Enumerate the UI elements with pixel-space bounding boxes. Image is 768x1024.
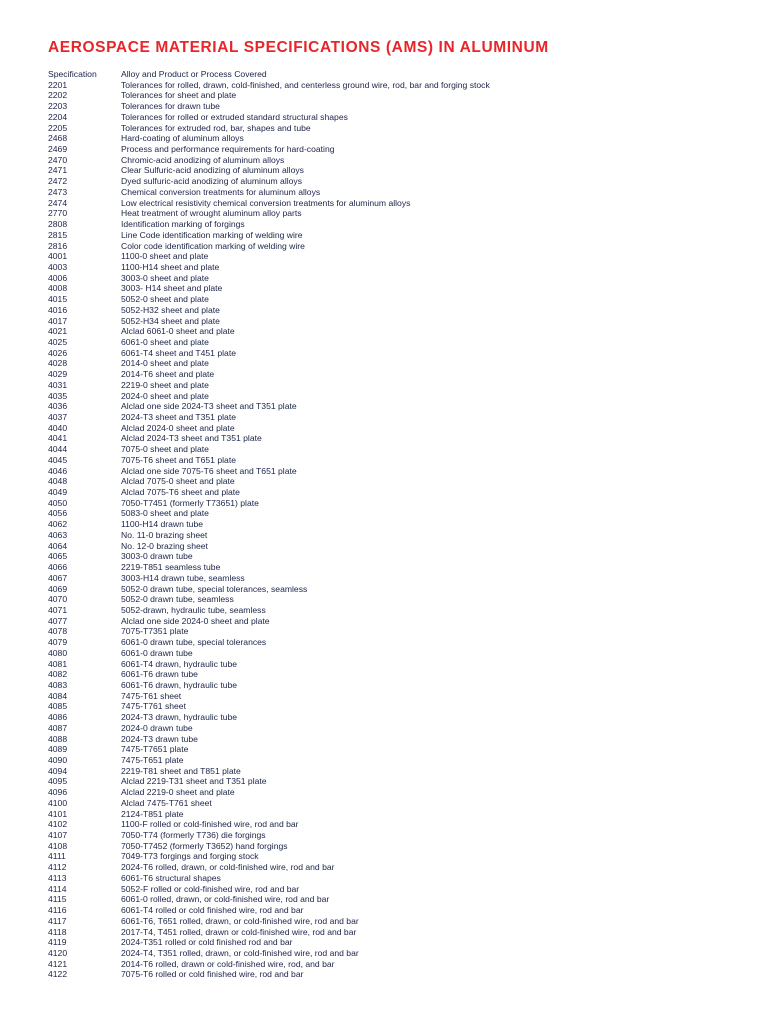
spec-description: 2024-0 drawn tube [121,722,193,733]
spec-number: 2770 [48,208,68,219]
spec-number: 4040 [48,422,68,433]
table-row [48,219,490,230]
spec-description: 6061-T6 drawn, hydraulic tube [121,679,238,690]
spec-description: 6061-0 rolled, drawn, or cold-finished wire, rod and bar [121,894,330,905]
spec-number: 4006 [48,272,68,283]
table-row [48,776,490,787]
spec-number: 4096 [48,787,68,798]
table-row [48,894,490,905]
spec-number: 4121 [48,958,68,969]
spec-description: 5052-0 sheet and plate [121,294,209,305]
table-row [48,508,490,519]
spec-number: 4102 [48,819,68,830]
spec-number: 4077 [48,615,68,626]
table-row [48,809,490,820]
spec-number: 4015 [48,294,68,305]
spec-description: Alclad one side 7075-T6 sheet and T651 plate [121,465,297,476]
table-row [48,316,490,327]
spec-description: 5083-0 sheet and plate [121,508,209,519]
spec-description: 6061-T6, T651 rolled, drawn, or cold-finished wire, rod and bar [121,915,359,926]
spec-number: 4041 [48,433,68,444]
table-row [48,251,490,262]
table-row [48,916,490,927]
spec-number: 4087 [48,722,68,733]
table-row [48,273,490,284]
table-row [48,541,490,552]
table-row [48,669,490,680]
spec-number: 2470 [48,154,68,165]
table-row [48,594,490,605]
table-row [48,562,490,573]
spec-number: 2203 [48,101,68,112]
spec-description: 6061-0 drawn tube, special tolerances [121,637,267,648]
table-row [48,648,490,659]
table-row [48,637,490,648]
spec-description: 2014-T6 rolled, drawn or cold-finished wire, rod, and bar [121,958,335,969]
table-row [48,530,490,541]
spec-number: 4088 [48,733,68,744]
spec-description: 2024-T3 drawn tube [121,733,198,744]
spec-number: 4056 [48,508,68,519]
spec-description: 2024-T6 rolled, drawn, or cold-finished wire, rod and bar [121,862,335,873]
spec-number: 2202 [48,90,68,101]
table-row [48,551,490,562]
table-row [48,433,490,444]
spec-number: 2815 [48,229,68,240]
spec-description: 7050-T7452 (formerly T3652) hand forgings [121,840,288,851]
table-row [48,230,490,241]
spec-table [48,69,490,980]
table-row [48,198,490,209]
table-row [48,305,490,316]
table-row [48,133,490,144]
spec-number: 4065 [48,551,68,562]
table-row [48,358,490,369]
spec-description: Alclad 7475-T761 sheet [121,797,212,808]
table-row [48,798,490,809]
spec-number: 4083 [48,679,68,690]
spec-description: 2024-T351 rolled or cold finished rod and bar [121,937,293,948]
spec-description: 3003- H14 sheet and plate [121,283,223,294]
spec-number: 4090 [48,755,68,765]
spec-number: 4101 [48,808,68,819]
spec-number: 4016 [48,304,68,315]
spec-description: 5052-H34 sheet and plate [121,315,220,326]
spec-number: 2205 [48,122,68,133]
table-row [48,444,490,455]
spec-number: 2471 [48,165,68,176]
table-row [48,455,490,466]
spec-description: Line Code identification marking of welding wire [121,229,303,240]
table-row [48,208,490,219]
table-row [48,369,490,380]
spec-number: 4008 [48,283,68,294]
spec-number: 4064 [48,540,68,551]
spec-number: 4086 [48,712,68,723]
spec-number: 4037 [48,412,68,422]
spec-number: 4115 [48,894,67,905]
table-row [48,948,490,959]
spec-number: 4082 [48,669,68,680]
table-row [48,187,490,198]
spec-number: 4025 [48,336,68,347]
spec-number: 4071 [48,604,68,615]
spec-number: 4112 [48,862,67,873]
table-row [48,884,490,895]
spec-description: 5052-F rolled or cold-finished wire, rod and bar [121,883,300,894]
spec-description: Tolerances for rolled or extruded standard structural shapes [121,111,348,122]
spec-description: Tolerances for extruded rod, bar, shapes and tube [121,122,311,133]
table-row [48,937,490,948]
table-row [48,969,490,980]
spec-description: 5052-0 drawn tube, special tolerances, seamless [121,583,308,594]
table-row [48,380,490,391]
spec-description: 7050-T7451 (formerly T73651) plate [121,497,259,508]
spec-number: 4108 [48,840,68,851]
table-row [48,391,490,402]
table-row [48,176,490,187]
spec-description: 2219-T851 seamless tube [121,562,221,573]
table-row [48,723,490,734]
table-row [48,616,490,627]
spec-number: 4114 [48,883,67,894]
spec-number: 2808 [48,219,68,230]
table-row [48,691,490,702]
spec-description: 5052-H32 sheet and plate [121,304,220,315]
spec-description: Identification marking of forgings [121,219,245,230]
table-row [48,262,490,273]
spec-description: Tolerances for drawn tube [121,101,220,112]
spec-number: 4081 [48,658,68,669]
spec-description: 7075-0 sheet and plate [121,444,209,455]
spec-description: 7050-T74 (formerly T736) die forgings [121,830,266,841]
table-header-row [48,69,490,80]
table-row [48,841,490,852]
table-row [48,573,490,584]
spec-number: 4089 [48,744,68,755]
spec-number: 4119 [48,937,67,948]
table-row [48,123,490,134]
spec-description: Process and performance requirements for hard-coating [121,144,335,155]
table-row [48,294,490,305]
spec-number: 4094 [48,765,68,776]
table-row [48,165,490,176]
table-row [48,766,490,777]
column-header-alloy-product: Alloy and Product or Process Covered [121,69,267,79]
spec-number: 4066 [48,562,68,573]
spec-description: Hard-coating of aluminum alloys [121,133,244,144]
column-header-specification: Specification [48,69,97,79]
spec-description: Alclad 7075-0 sheet and plate [121,476,235,487]
spec-description: 7075-T6 sheet and T651 plate [121,454,236,465]
table-row [48,80,490,91]
spec-number: 4070 [48,594,68,605]
spec-number: 4045 [48,454,68,465]
spec-description: Alclad 2024-0 sheet and plate [121,422,235,433]
spec-description: 1100-H14 drawn tube [121,519,204,530]
table-row [48,112,490,123]
spec-description: 2024-0 sheet and plate [121,390,209,401]
spec-number: 4122 [48,969,68,980]
table-row [48,927,490,938]
spec-number: 4100 [48,797,68,808]
spec-number: 4113 [48,872,67,883]
table-row [48,712,490,723]
table-row [48,701,490,712]
spec-description: Chemical conversion treatments for aluminum alloys [121,186,321,197]
spec-number: 4028 [48,358,68,369]
spec-description: 2024-T4, T351 rolled, drawn, or cold-finished wire, rod and bar [121,947,359,958]
spec-description: 1100-H14 sheet and plate [121,261,220,272]
spec-number: 4084 [48,690,68,701]
spec-number: 4069 [48,583,68,594]
spec-description: No. 11-0 brazing sheet [121,529,208,540]
table-row [48,498,490,509]
spec-number: 4067 [48,572,68,583]
spec-description: 7475-T651 plate [121,755,184,765]
table-row [48,830,490,841]
spec-description: Alclad 2219-0 sheet and plate [121,787,235,798]
spec-description: 2219-T81 sheet and T851 plate [121,765,241,776]
spec-description: 6061-T4 sheet and T451 plate [121,347,236,358]
table-row [48,626,490,637]
table-row [48,959,490,970]
spec-description: 7049-T73 forgings and forging stock [121,851,259,862]
spec-description: Chromic-acid anodizing of aluminum alloys [121,154,285,165]
page-title: AEROSPACE MATERIAL SPECIFICATIONS (AMS) IN ALUMINUM [48,39,549,56]
spec-description: 6061-0 drawn tube [121,647,193,658]
table-row [48,873,490,884]
spec-description: 6061-0 sheet and plate [121,336,209,347]
spec-description: 5052-drawn, hydraulic tube, seamless [121,604,266,615]
spec-description: 2219-0 sheet and plate [121,379,209,390]
spec-number: 2201 [48,79,68,90]
table-row [48,659,490,670]
spec-description: 2024-T3 drawn, hydraulic tube [121,712,238,723]
table-row [48,755,490,766]
spec-number: 4107 [48,830,68,841]
table-row [48,851,490,862]
spec-number: 2474 [48,197,68,208]
spec-description: 6061-T4 drawn, hydraulic tube [121,658,238,669]
spec-description: 2124-T851 plate [121,808,184,819]
table-row [48,862,490,873]
spec-description: Dyed sulfuric-acid anodizing of aluminum alloys [121,176,303,187]
spec-number: 4085 [48,701,68,712]
spec-description: 7075-T6 rolled or cold finished wire, rod and bar [121,969,304,980]
spec-number: 4062 [48,519,68,530]
table-row [48,680,490,691]
spec-description: 6061-T4 rolled or cold finished wire, rod and bar [121,905,304,916]
spec-description: 2024-T3 sheet and T351 plate [121,412,236,422]
table-row [48,90,490,101]
spec-description: Alclad 2219-T31 sheet and T351 plate [121,776,267,787]
spec-number: 4048 [48,476,68,487]
spec-description: 2014-0 sheet and plate [121,358,209,369]
spec-number: 4003 [48,261,68,272]
spec-number: 4118 [48,926,67,937]
table-row [48,326,490,337]
spec-number: 4117 [48,915,67,926]
spec-description: 7475-T61 sheet [121,690,182,701]
spec-description: 6061-T6 structural shapes [121,872,221,883]
table-row [48,605,490,616]
spec-description: Alclad 2024-T3 sheet and T351 plate [121,433,262,444]
table-row [48,744,490,755]
spec-number: 4029 [48,369,68,380]
spec-description: Tolerances for rolled, drawn, cold-finished, and centerless ground wire, rod, bar and forging stock [121,79,490,90]
spec-description: 2017-T4, T451 rolled, drawn or cold-finished wire, rod and bar [121,926,357,937]
spec-number: 4095 [48,776,68,787]
table-row [48,487,490,498]
table-row [48,466,490,477]
spec-description: Heat treatment of wrought aluminum alloy parts [121,208,302,219]
table-row [48,734,490,745]
table-row [48,241,490,252]
table-row [48,401,490,412]
spec-number: 4050 [48,497,68,508]
spec-number: 4031 [48,379,68,390]
spec-description: 7475-T7651 plate [121,744,189,755]
spec-description: 3003-0 sheet and plate [121,272,209,283]
table-row [48,423,490,434]
spec-number: 4078 [48,626,68,637]
table-row [48,155,490,166]
spec-description: 1100-F rolled or cold-finished wire, rod and bar [121,819,299,830]
spec-number: 4111 [48,851,66,862]
table-row [48,348,490,359]
spec-description: Tolerances for sheet and plate [121,90,237,101]
spec-description: 7075-T7351 plate [121,626,189,637]
spec-description: 3003-H14 drawn tube, seamless [121,572,245,583]
spec-number: 4049 [48,487,68,498]
spec-number: 2204 [48,111,68,122]
spec-number: 4001 [48,251,68,262]
table-row [48,476,490,487]
table-row [48,412,490,423]
spec-number: 4116 [48,905,67,916]
table-row [48,584,490,595]
spec-description: Alclad one side 2024-0 sheet and plate [121,615,270,626]
spec-description: 6061-T6 drawn tube [121,669,198,680]
spec-description: No. 12-0 brazing sheet [121,540,208,551]
spec-number: 4035 [48,390,68,401]
spec-number: 2468 [48,133,68,144]
table-row [48,787,490,798]
spec-number: 4017 [48,315,68,326]
spec-description: Low electrical resistivity chemical conversion treatments for aluminum alloys [121,197,411,208]
spec-number: 2469 [48,144,68,155]
spec-description: 7475-T761 sheet [121,701,186,712]
table-row [48,144,490,155]
spec-number: 2816 [48,240,68,251]
spec-description: Alclad 7075-T6 sheet and plate [121,487,240,498]
spec-description: 1100-0 sheet and plate [121,251,209,262]
spec-number: 4120 [48,947,68,958]
spec-number: 2473 [48,186,68,197]
spec-description: Alclad one side 2024-T3 sheet and T351 plate [121,401,297,412]
spec-number: 4026 [48,347,68,358]
spec-number: 4079 [48,637,68,648]
spec-number: 4044 [48,444,68,455]
table-row [48,101,490,112]
spec-number: 4046 [48,465,68,476]
table-row [48,519,490,530]
spec-number: 2472 [48,176,68,187]
table-row [48,819,490,830]
table-row [48,905,490,916]
spec-number: 4063 [48,529,68,540]
spec-description: Color code identification marking of welding wire [121,240,305,251]
spec-number: 4036 [48,401,68,412]
table-body [48,80,490,980]
spec-description: 2014-T6 sheet and plate [121,369,215,380]
spec-description: 3003-0 drawn tube [121,551,193,562]
table-row [48,337,490,348]
spec-description: 5052-0 drawn tube, seamless [121,594,234,605]
spec-description: Clear Sulfuric-acid anodizing of aluminum alloys [121,165,304,176]
spec-description: Alclad 6061-0 sheet and plate [121,326,235,337]
spec-number: 4080 [48,647,68,658]
spec-number: 4021 [48,326,68,337]
table-row [48,283,490,294]
